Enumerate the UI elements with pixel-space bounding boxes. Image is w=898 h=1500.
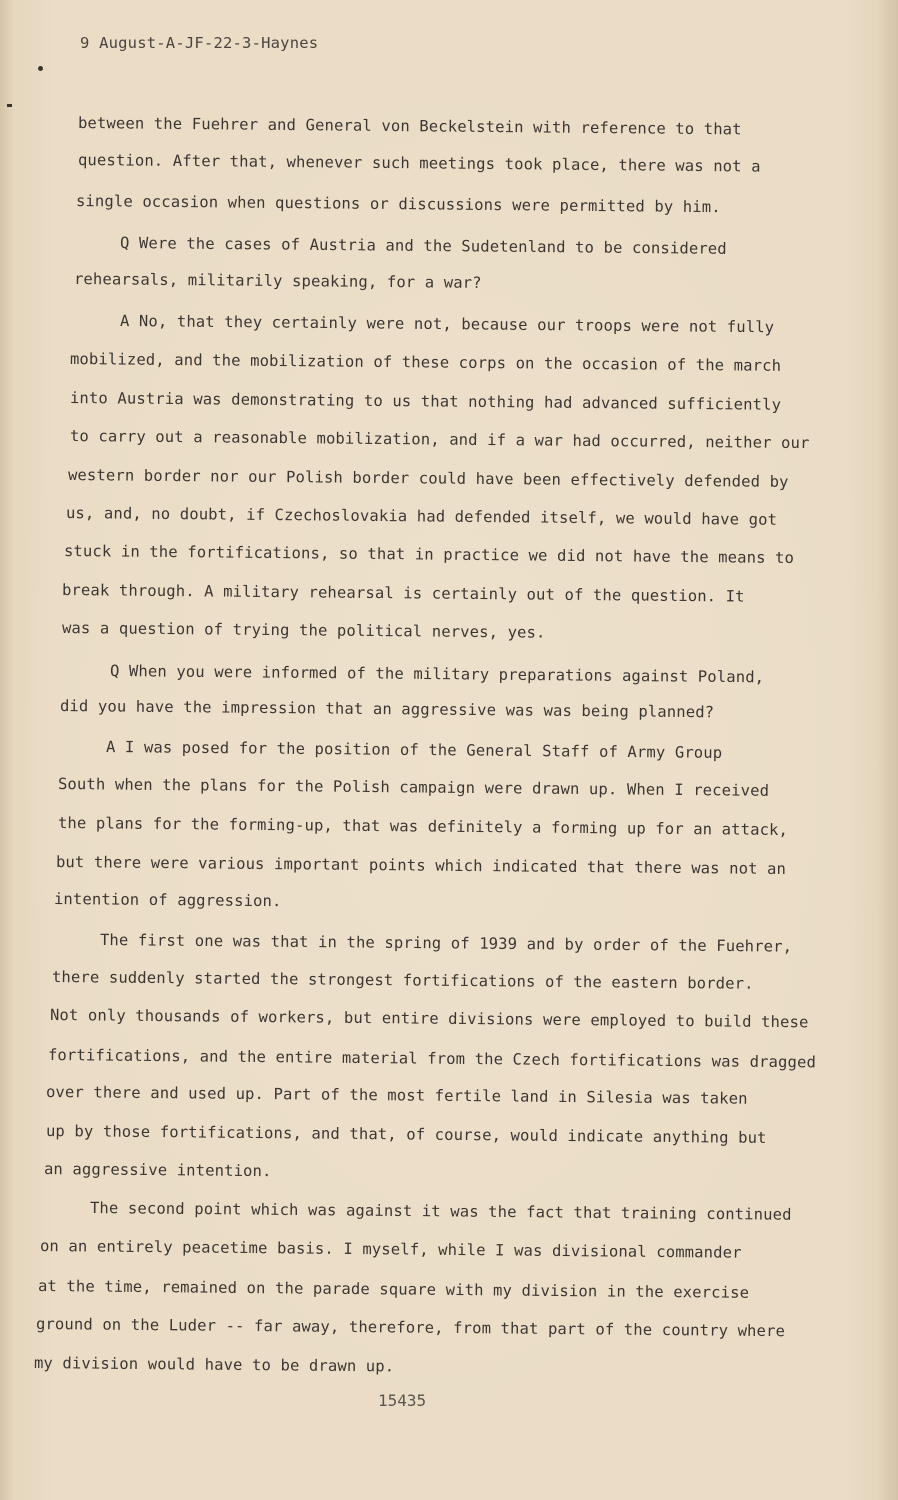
page-number: 15435 bbox=[378, 1391, 427, 1410]
page-header: 9 August-A-JF-22-3-Haynes bbox=[80, 34, 319, 52]
text-line: into Austria was demonstrating to us that nothing had advanced sufficiently bbox=[69, 389, 782, 414]
text-line: single occasion when questions or discussions were permitted by him. bbox=[75, 192, 721, 217]
text-line: The second point which was against it was the fact that training continued bbox=[89, 1199, 792, 1224]
page-edge-shadow-right bbox=[876, 0, 898, 1500]
text-line: stuck in the fortifications, so that in practice we did not have the means to bbox=[63, 542, 795, 568]
text-line: question. After that, whenever such meetings took place, there was not a bbox=[77, 151, 761, 176]
text-line: Q When you were informed of the military preparations against Poland, bbox=[109, 662, 765, 687]
text-line: but there were various important points which indicated that there was not an bbox=[55, 853, 787, 879]
text-line: up by those fortifications, and that, of course, would indicate anything but bbox=[45, 1122, 767, 1147]
text-line: The first one was that in the spring of 1939 and by order of the Fuehrer, bbox=[99, 931, 793, 956]
text-line: was a question of trying the political nerves, yes. bbox=[61, 619, 546, 642]
text-line: ground on the Luder -- far away, therefore, from that part of the country where bbox=[35, 1315, 786, 1341]
text-line: us, and, no doubt, if Czechoslovakia had defended itself, we would have got bbox=[65, 504, 778, 529]
text-line: an aggressive intention. bbox=[43, 1160, 272, 1181]
text-line: mobilized, and the mobilization of these corps on the occasion of the march bbox=[69, 350, 782, 375]
ink-mark bbox=[38, 66, 43, 71]
text-line: A I was posed for the position of the General Staff of Army Group bbox=[105, 738, 723, 762]
text-line: on an entirely peacetime basis. I myself, while I was divisional commander bbox=[39, 1237, 742, 1262]
text-line: South when the plans for the Polish campaign were drawn up. When I received bbox=[57, 775, 770, 800]
text-line: Q Were the cases of Austria and the Sudetenland to be considered bbox=[119, 234, 727, 258]
text-line: the plans for the forming-up, that was definitely a forming up for an attack, bbox=[57, 814, 789, 840]
text-line: there suddenly started the strongest fortifications of the eastern border. bbox=[51, 968, 754, 993]
page-edge-shadow-left bbox=[0, 0, 14, 1500]
text-line: A No, that they certainly were not, because our troops were not fully bbox=[119, 312, 775, 337]
ink-mark bbox=[7, 104, 12, 107]
text-line: Not only thousands of workers, but entire divisions were employed to build these bbox=[49, 1006, 809, 1032]
text-line: did you have the impression that an aggressive was was being planned? bbox=[59, 697, 715, 722]
text-line: fortifications, and the entire material from the Czech fortifications was dragged bbox=[47, 1046, 817, 1072]
text-line: break through. A military rehearsal is certainly out of the question. It bbox=[61, 581, 745, 606]
text-line: to carry out a reasonable mobilization, and if a war had occurred, neither our bbox=[69, 427, 810, 453]
text-line: between the Fuehrer and General von Beckelstein with reference to that bbox=[77, 114, 742, 139]
text-line: my division would have to be drawn up. bbox=[33, 1354, 395, 1376]
text-line: intention of aggression. bbox=[53, 890, 282, 911]
text-line: over there and used up. Part of the most fertile land in Silesia was taken bbox=[45, 1083, 748, 1108]
text-line: at the time, remained on the parade square with my division in the exercise bbox=[37, 1277, 750, 1302]
text-line: western border nor our Polish border could have been effectively defended by bbox=[67, 466, 789, 491]
text-line: rehearsals, militarily speaking, for a war? bbox=[73, 270, 482, 292]
